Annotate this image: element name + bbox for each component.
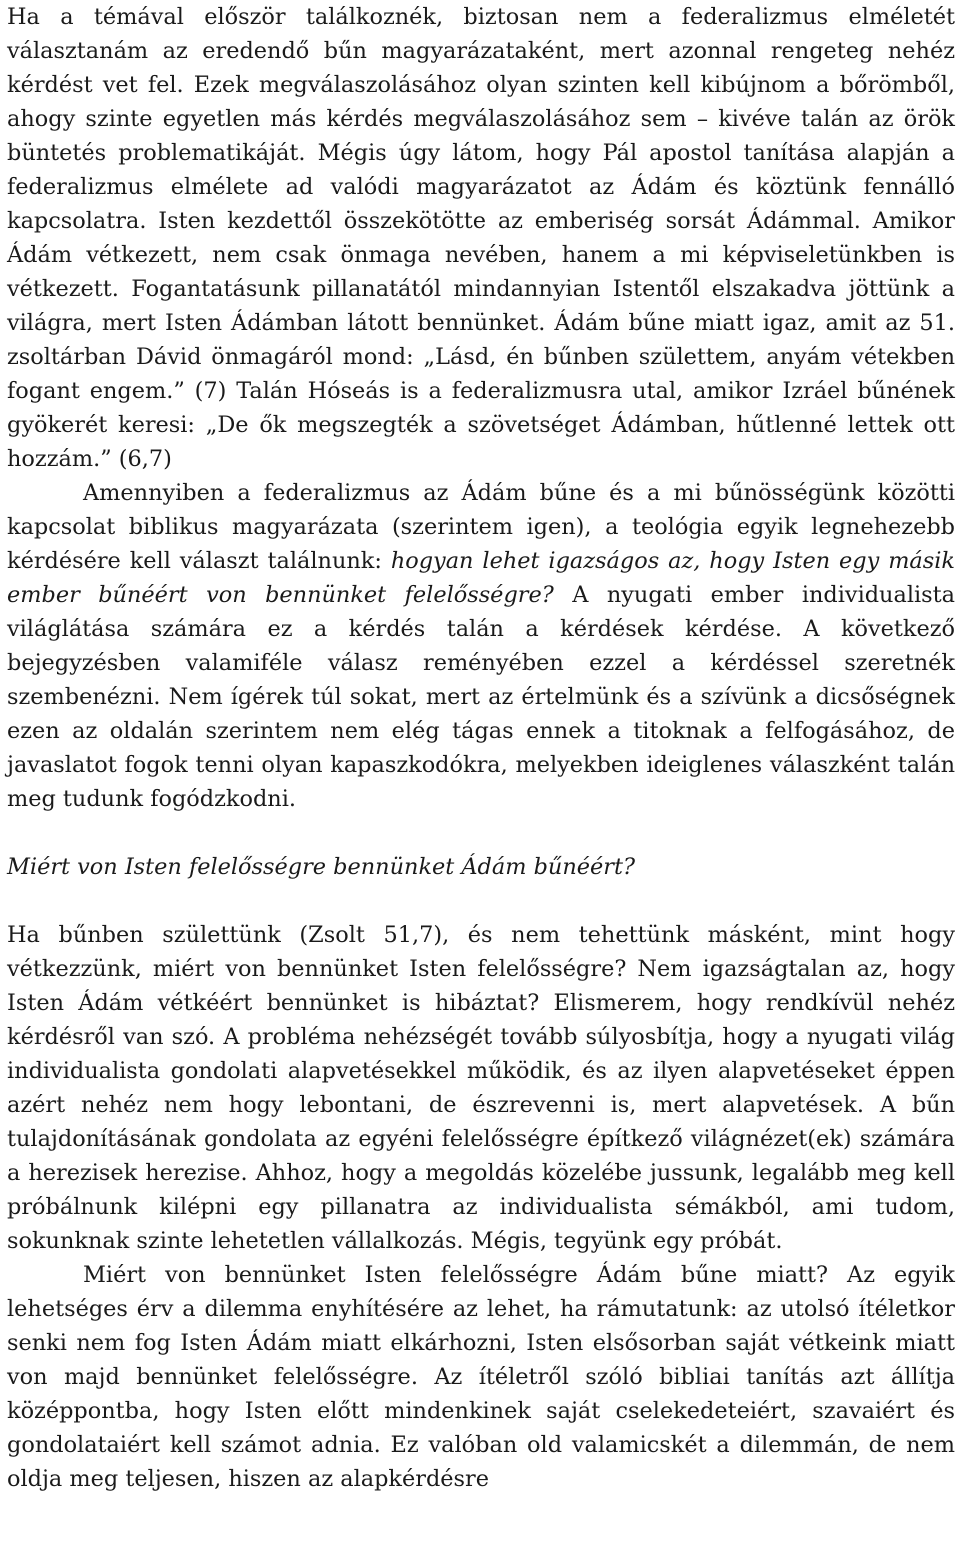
document-page xyxy=(7,0,955,1496)
paragraph-justice-question-italic: hogyan lehet igazságos az, hogy Isten egy másik ember bűnéért von bennünket felelősségre? xyxy=(7,548,955,608)
paragraph-justice-question xyxy=(7,476,955,816)
section-heading-text: Miért von Isten felelősségre bennünket Ádám bűnéért? xyxy=(7,854,635,880)
paragraph-federalism-intro: Ha a témával először találkoznék, biztosan nem a federalizmus elméletét választanám az eredendő bűn magyarázataként, mert azonnal rengeteg nehéz kérdést vet fel. Ezek megválaszolásához olyan szinten kell kibújnom a bőrömből, ahogy szinte egyetlen más kérdés megválaszolásához sem – kivéve talán az örök büntetés problematikáját. Mégis úgy látom, hogy Pál apostol tanítása alapján a federalizmus elmélete ad valódi magyarázatot az Ádám és köztünk fennálló kapcsolatra. Isten kezdettől összekötötte az emberiség sorsát Ádámmal. Amikor Ádám vétkezett, nem csak önmaga nevében, hanem a mi képviseletünkben is vétkezett. Fogantatásunk pillanatától mindannyian Istentől elszakadva jöttünk a világra, mert Isten Ádámban látott bennünket. Ádám bűne miatt igaz, amit az 51. zsoltárban Dávid önmagáról mond: „Lásd, én bűnben születtem, anyám vétekben fogant engem.” (7) Talán Hóseás is a federalizmusra utal, amikor Izráel bűnének gyökerét keresi: „De ők megszegték a szövetséget Ádámban, hűtlenné lettek ott hozzám.” (6,7) xyxy=(7,4,955,472)
paragraph-justice-question-start: Amennyiben a federalizmus az Ádám bűne és a mi bűnösségünk közötti kapcsolat biblikus magyarázata (szerintem igen), a teológia egyik legnehezebb kérdésére kell választ találnunk: xyxy=(7,480,955,574)
spacer xyxy=(7,816,955,850)
paragraph-born-in-sin: Ha bűnben születtünk (Zsolt 51,7), és nem tehettünk másként, mint hogy vétkezzünk, miért von bennünket Isten felelősségre? Nem igazságtalan az, hogy Isten Ádám vétkéért bennünket is hibáztat? Elismerem, hogy rendkívül nehéz kérdésről van szó. A probléma nehézségét tovább súlyosbítja, hogy a nyugati világ individualista gondolati alapvetésekkel működik, és az ilyen alapvetéseket éppen azért nehéz nem hogy lebontani, de észrevenni is, mert alapvetések. A bűn tulajdonításának gondolata az egyéni felelősségre építkező világnézet(ek) számára a herezisek herezise. Ahhoz, hogy a megoldás közelébe jussunk, legalább meg kell próbálnunk kilépni egy pillanatra az individualista sémákból, ami tudom, sokunknak szinte lehetetlen vállalkozás. Mégis, tegyünk egy próbát. xyxy=(7,922,955,1254)
spacer xyxy=(7,884,955,918)
section-heading xyxy=(7,850,955,884)
paragraph-justice-question-end: A nyugati ember individualista világlátása számára ez a kérdés talán a kérdések kérdése. A következő bejegyzésben valamiféle válasz reményében ezzel a kérdéssel szeretnék szembenézni. Nem ígérek túl sokat, mert az értelmünk és a szívünk a dicsőségnek ezen az oldalán szerintem nem elég tágas ennek a titoknak a felfogásához, de javaslatot fogok tenni olyan kapaszkodókra, melyekben ideiglenes válaszként talán meg tudunk fogódzkodni. xyxy=(7,582,955,812)
paragraph-why-responsible: Miért von bennünket Isten felelősségre Ádám bűne miatt? Az egyik lehetséges érv a dilemma enyhítésére az lehet, ha rámutatunk: az utolsó ítéletkor senki nem fog Isten Ádám miatt elkárhozni, Isten elsősorban saját vétkeink miatt von majd bennünket felelősségre. Az ítéletről szóló bibliai tanítás azt állítja középpontba, hogy Isten előtt mindenkinek saját cselekedeteiért, szavaiért és gondolataiért kell számot adnia. Ez valóban old valamicskét a dilemmán, de nem oldja meg teljesen, hiszen az alapkérdésre xyxy=(7,1262,955,1492)
